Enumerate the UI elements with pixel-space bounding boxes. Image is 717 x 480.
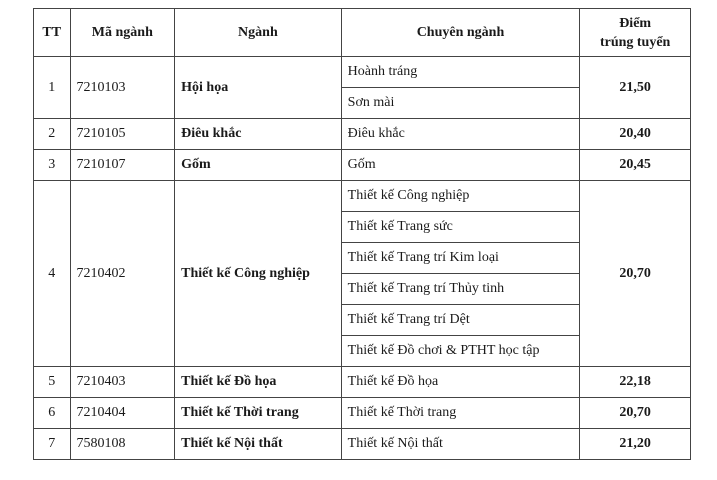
cell-nganh: Điêu khắc: [175, 119, 342, 150]
header-diem-line2: trúng tuyển: [599, 34, 671, 50]
table-body: [34, 57, 691, 460]
table-row: [34, 398, 691, 429]
cell-tt: 6: [34, 398, 71, 429]
cell-diem: 20,70: [580, 181, 691, 367]
cell-ma-nganh: 7580108: [70, 429, 175, 460]
cell-chuyen-nganh: Gốm: [341, 150, 580, 181]
cell-tt: 4: [34, 181, 71, 367]
header-nganh: Ngành: [175, 9, 342, 57]
cell-tt: 5: [34, 367, 71, 398]
header-row: [34, 9, 691, 57]
table-row: [34, 429, 691, 460]
cell-chuyen-nganh: Thiết kế Thời trang: [341, 398, 580, 429]
cell-tt: 3: [34, 150, 71, 181]
cell-nganh: Thiết kế Nội thất: [175, 429, 342, 460]
cell-chuyen-nganh: Hoành tráng: [341, 57, 580, 88]
cell-chuyen-nganh: Thiết kế Đồ chơi & PTHT học tập: [341, 336, 580, 367]
table-row: [34, 150, 691, 181]
cell-nganh: Thiết kế Đồ họa: [175, 367, 342, 398]
table-header: [34, 9, 691, 57]
cell-diem: 21,20: [580, 429, 691, 460]
header-chuyen-nganh: Chuyên ngành: [341, 9, 580, 57]
cell-chuyen-nganh: Thiết kế Trang trí Dệt: [341, 305, 580, 336]
cell-ma-nganh: 7210105: [70, 119, 175, 150]
cell-chuyen-nganh: Thiết kế Trang sức: [341, 212, 580, 243]
cell-chuyen-nganh: Thiết kế Trang trí Kim loại: [341, 243, 580, 274]
cell-tt: 2: [34, 119, 71, 150]
table-row: [34, 57, 691, 88]
cell-ma-nganh: 7210103: [70, 57, 175, 119]
cell-ma-nganh: 7210403: [70, 367, 175, 398]
cell-chuyen-nganh: Thiết kế Đồ họa: [341, 367, 580, 398]
cell-chuyen-nganh: Điêu khắc: [341, 119, 580, 150]
cell-chuyen-nganh: Thiết kế Trang trí Thủy tinh: [341, 274, 580, 305]
cell-nganh: Gốm: [175, 150, 342, 181]
table-row: [34, 181, 691, 212]
cell-diem: 20,70: [580, 398, 691, 429]
header-diem-trung-tuyen: [580, 9, 691, 57]
cell-ma-nganh: 7210107: [70, 150, 175, 181]
table-row: [34, 119, 691, 150]
cell-ma-nganh: 7210404: [70, 398, 175, 429]
cell-tt: 7: [34, 429, 71, 460]
cell-tt: 1: [34, 57, 71, 119]
header-diem-line1: Điểm: [619, 15, 652, 31]
cell-nganh: Hội họa: [175, 57, 342, 119]
table-row: [34, 367, 691, 398]
cell-chuyen-nganh: Thiết kế Công nghiệp: [341, 181, 580, 212]
admission-score-table: [33, 8, 691, 460]
header-ma-nganh: Mã ngành: [70, 9, 175, 57]
cell-chuyen-nganh: Thiết kế Nội thất: [341, 429, 580, 460]
cell-diem: 20,45: [580, 150, 691, 181]
cell-nganh: Thiết kế Công nghiệp: [175, 181, 342, 367]
cell-ma-nganh: 7210402: [70, 181, 175, 367]
cell-nganh: Thiết kế Thời trang: [175, 398, 342, 429]
header-tt: TT: [34, 9, 71, 57]
cell-chuyen-nganh: Sơn mài: [341, 88, 580, 119]
cell-diem: 21,50: [580, 57, 691, 119]
cell-diem: 22,18: [580, 367, 691, 398]
cell-diem: 20,40: [580, 119, 691, 150]
